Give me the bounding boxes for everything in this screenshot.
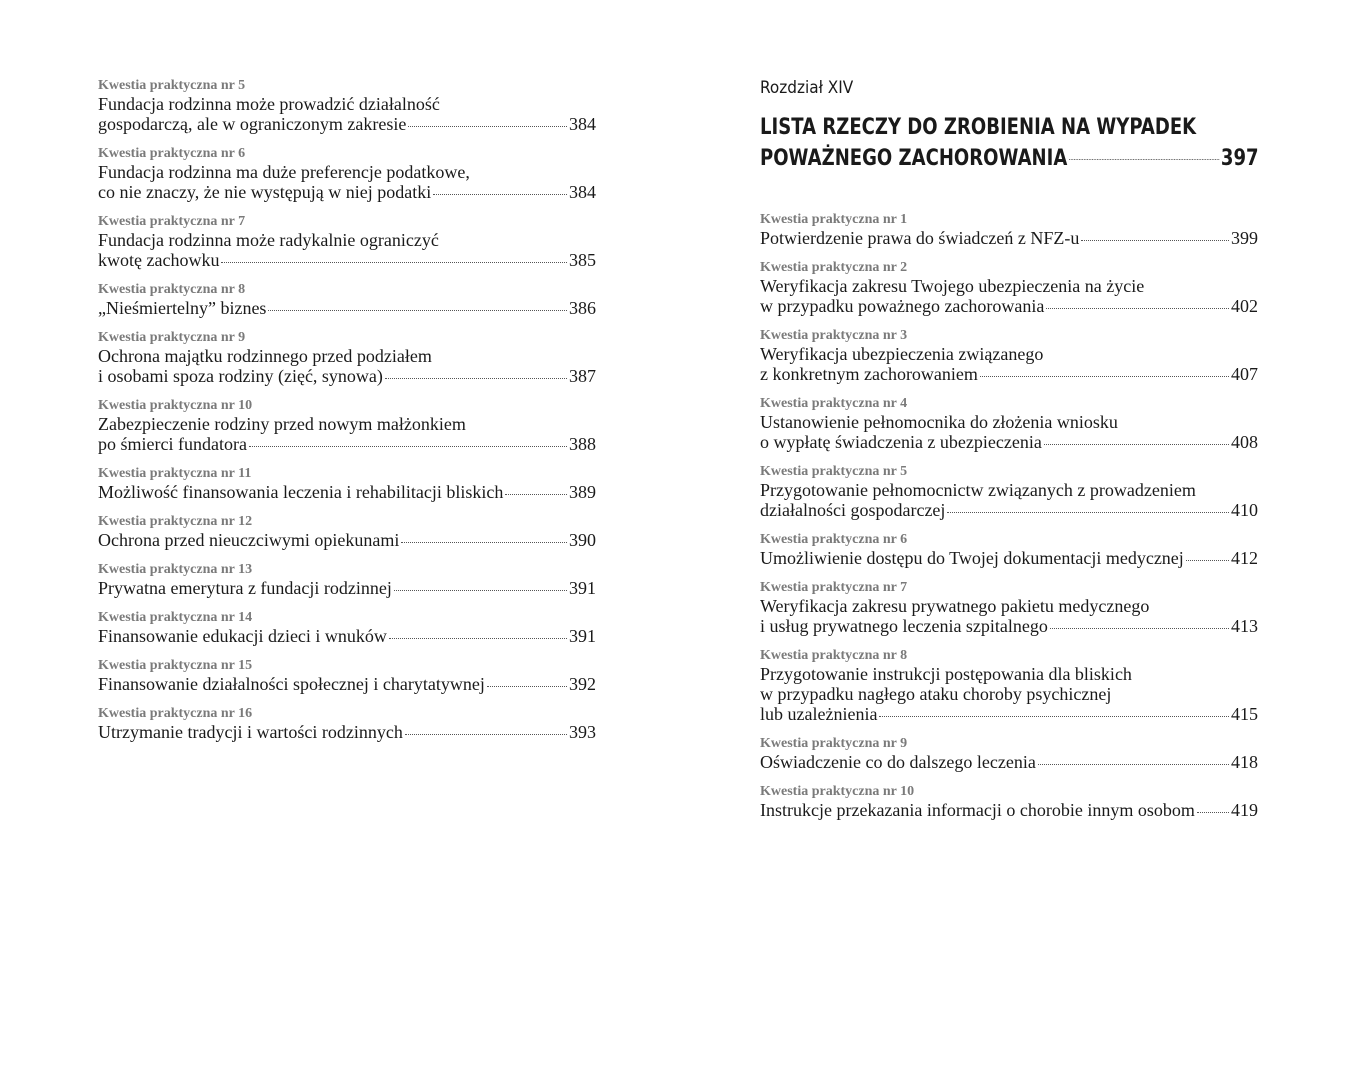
entry-title-line: [760, 664, 1258, 684]
page-number: 412: [1231, 548, 1258, 568]
dot-leader: [487, 686, 567, 687]
chapter-title-line: POWAŻNEGO ZACHOROWANIA 397: [760, 143, 1259, 174]
entry-title-text: z konkretnym zachorowaniem: [760, 364, 978, 384]
toc-entry: [760, 580, 1258, 636]
page-number: 391: [569, 578, 596, 598]
entry-title-text: Fundacja rodzinna ma duże preferencje podatkowe,: [98, 162, 470, 182]
entry-title-line: [98, 230, 596, 250]
entry-title-text: Weryfikacja zakresu Twojego ubezpieczenia na życie: [760, 276, 1145, 296]
entry-title-text: Weryfikacja zakresu prywatnego pakietu medycznego: [760, 596, 1150, 616]
entry-title-text: Weryfikacja ubezpieczenia związanego: [760, 344, 1044, 364]
entry-title-text: Finansowanie edukacji dzieci i wnuków: [98, 626, 387, 646]
page-number: 399: [1231, 228, 1258, 248]
toc-list-right: [760, 212, 1258, 820]
toc-entry: [760, 736, 1258, 772]
dot-leader: [980, 376, 1229, 377]
dot-leader: [1069, 159, 1219, 160]
entry-title-line: [98, 578, 596, 598]
chapter-page-number: 397: [1220, 146, 1259, 171]
entry-label: Kwestia praktyczna nr 10: [760, 784, 915, 799]
toc-entry: [98, 398, 596, 454]
entry-label: Kwestia praktyczna nr 11: [98, 466, 252, 481]
entry-label: Kwestia praktyczna nr 7: [760, 580, 908, 595]
entry-label: Kwestia praktyczna nr 8: [760, 648, 908, 663]
page-number: 402: [1231, 296, 1258, 316]
toc-entry: [760, 464, 1258, 520]
page-number: 418: [1231, 752, 1258, 772]
entry-title-text: i osobami spoza rodziny (zięć, synowa): [98, 366, 383, 386]
chapter-label: Rozdział XIV: [760, 78, 854, 98]
toc-entry: [98, 282, 596, 318]
entry-title-text: kwotę zachowku: [98, 250, 220, 270]
dot-leader: [394, 590, 567, 591]
page-number: 387: [569, 366, 596, 386]
dot-leader: [1044, 444, 1229, 445]
page-number: 408: [1231, 432, 1258, 452]
right-page: [760, 78, 1258, 1078]
entry-title-text: Ochrona przed nieuczciwymi opiekunami: [98, 530, 400, 550]
entry-label: Kwestia praktyczna nr 2: [760, 260, 908, 275]
entry-title-line: [98, 530, 596, 550]
dot-leader: [879, 716, 1229, 717]
entry-title-text: Umożliwienie dostępu do Twojej dokumentacji medycznej: [760, 548, 1184, 568]
page-number: 388: [569, 434, 596, 454]
entry-title-line: [760, 500, 1258, 520]
entry-label: Kwestia praktyczna nr 10: [98, 398, 253, 413]
entry-label: Kwestia praktyczna nr 16: [98, 706, 253, 721]
entry-title-text: Finansowanie działalności społecznej i charytatywnej: [98, 674, 485, 694]
entry-title-text: Ustanowienie pełnomocnika do złożenia wniosku: [760, 412, 1118, 432]
toc-entry: [98, 146, 596, 202]
chapter-title-line: LISTA RZECZY DO ZROBIENIA NA WYPADEK: [760, 115, 1197, 140]
entry-title-text: Przygotowanie instrukcji postępowania dla bliskich: [760, 664, 1132, 684]
toc-entry: [760, 328, 1258, 384]
toc-entry: [98, 562, 596, 598]
entry-title-text: Fundacja rodzinna może radykalnie ograniczyć: [98, 230, 439, 250]
toc-entry: [98, 706, 596, 742]
entry-title-line: [760, 276, 1258, 296]
page-number: 410: [1231, 500, 1258, 520]
toc-entry: [98, 466, 596, 502]
dot-leader: [1050, 628, 1229, 629]
toc-entry: [98, 658, 596, 694]
toc-entry: [98, 610, 596, 646]
entry-label: Kwestia praktyczna nr 9: [760, 736, 908, 751]
entry-title-line: [760, 344, 1258, 364]
page-number: 389: [569, 482, 596, 502]
entry-title-text: Zabezpieczenie rodziny przed nowym małżonkiem: [98, 414, 466, 434]
entry-title-line: [98, 626, 596, 646]
entry-title-text: gospodarczą, ale w ograniczonym zakresie: [98, 114, 407, 134]
dot-leader: [1186, 560, 1229, 561]
entry-title-text: działalności gospodarczej: [760, 500, 946, 520]
page-number: 384: [569, 182, 596, 202]
entry-title-text: i usług prywatnego leczenia szpitalnego: [760, 616, 1048, 636]
entry-title-text: w przypadku poważnego zachorowania: [760, 296, 1045, 316]
entry-title-text: Możliwość finansowania leczenia i rehabilitacji bliskich: [98, 482, 504, 502]
page-number: 391: [569, 626, 596, 646]
dot-leader: [268, 310, 567, 311]
entry-title-line: [98, 414, 596, 434]
page-number: 415: [1231, 704, 1258, 724]
dot-leader: [505, 494, 567, 495]
entry-title-text: lub uzależnienia: [760, 704, 878, 724]
entry-title-line: [98, 366, 596, 386]
entry-label: Kwestia praktyczna nr 9: [98, 330, 246, 345]
entry-title-line: [760, 596, 1258, 616]
dot-leader: [221, 262, 567, 263]
entry-title-line: [760, 752, 1258, 772]
toc-entry: [760, 532, 1258, 568]
entry-label: Kwestia praktyczna nr 8: [98, 282, 246, 297]
dot-leader: [1081, 240, 1229, 241]
dot-leader: [1046, 308, 1229, 309]
entry-title-line: [760, 412, 1258, 432]
entry-title-line: [760, 704, 1258, 724]
toc-list-left: [98, 78, 596, 742]
entry-title-text: Fundacja rodzinna może prowadzić działalność: [98, 94, 440, 114]
dot-leader: [401, 542, 567, 543]
dot-leader: [249, 446, 567, 447]
entry-title-text: „Nieśmiertelny” biznes: [98, 298, 267, 318]
dot-leader: [1197, 812, 1229, 813]
entry-label: Kwestia praktyczna nr 12: [98, 514, 253, 529]
toc-entry: [760, 396, 1258, 452]
entry-title-line: [98, 482, 596, 502]
entry-label: Kwestia praktyczna nr 1: [760, 212, 908, 227]
page-number: 384: [569, 114, 596, 134]
entry-title-text: Utrzymanie tradycji i wartości rodzinnych: [98, 722, 403, 742]
entry-title-line: [98, 722, 596, 742]
entry-title-text: Instrukcje przekazania informacji o chorobie innym osobom: [760, 800, 1195, 820]
entry-title-line: [760, 432, 1258, 452]
toc-entry: [98, 514, 596, 550]
entry-title-line: [98, 346, 596, 366]
entry-title-text: Prywatna emerytura z fundacji rodzinnej: [98, 578, 392, 598]
entry-title-text: co nie znaczy, że nie występują w niej podatki: [98, 182, 432, 202]
toc-entry: [760, 784, 1258, 820]
entry-title-line: [760, 548, 1258, 568]
dot-leader: [947, 512, 1229, 513]
entry-label: Kwestia praktyczna nr 13: [98, 562, 253, 577]
toc-entry: [760, 260, 1258, 316]
page-number: 390: [569, 530, 596, 550]
entry-title-line: [98, 250, 596, 270]
dot-leader: [405, 734, 567, 735]
entry-title-line: [98, 298, 596, 318]
entry-label: Kwestia praktyczna nr 5: [98, 78, 246, 93]
entry-title-text: w przypadku nagłego ataku choroby psychicznej: [760, 684, 1112, 704]
entry-title-line: [760, 616, 1258, 636]
entry-title-line: [98, 114, 596, 134]
toc-entry: [760, 212, 1258, 248]
entry-title-line: [98, 162, 596, 182]
entry-title-line: [760, 684, 1258, 704]
entry-title-line: [98, 674, 596, 694]
entry-label: Kwestia praktyczna nr 14: [98, 610, 253, 625]
page-number: 392: [569, 674, 596, 694]
toc-entry: [98, 214, 596, 270]
entry-title-line: [760, 228, 1258, 248]
entry-label: Kwestia praktyczna nr 6: [760, 532, 908, 547]
left-page: [98, 78, 596, 1078]
entry-title-line: [760, 364, 1258, 384]
entry-label: Kwestia praktyczna nr 15: [98, 658, 253, 673]
entry-title-text: Ochrona majątku rodzinnego przed podziałem: [98, 346, 432, 366]
entry-label: Kwestia praktyczna nr 7: [98, 214, 246, 229]
entry-title-line: [760, 296, 1258, 316]
entry-label: Kwestia praktyczna nr 3: [760, 328, 908, 343]
page-number: 386: [569, 298, 596, 318]
entry-title-line: [98, 182, 596, 202]
dot-leader: [433, 194, 567, 195]
toc-entry: [760, 648, 1258, 724]
toc-entry: [98, 78, 596, 134]
page-number: 413: [1231, 616, 1258, 636]
entry-title-line: [760, 480, 1258, 500]
entry-label: Kwestia praktyczna nr 4: [760, 396, 908, 411]
entry-title-text: Potwierdzenie prawa do świadczeń z NFZ-u: [760, 228, 1080, 248]
entry-title-text: Oświadczenie co do dalszego leczenia: [760, 752, 1036, 772]
dot-leader: [385, 378, 567, 379]
dot-leader: [389, 638, 567, 639]
entry-title-line: [760, 800, 1258, 820]
entry-label: Kwestia praktyczna nr 5: [760, 464, 908, 479]
dot-leader: [408, 126, 567, 127]
entry-label: Kwestia praktyczna nr 6: [98, 146, 246, 161]
entry-title-text: o wypłatę świadczenia z ubezpieczenia: [760, 432, 1042, 452]
entry-title-line: [98, 434, 596, 454]
page-number: 393: [569, 722, 596, 742]
dot-leader: [1038, 764, 1229, 765]
entry-title-text: po śmierci fundatora: [98, 434, 247, 454]
page-number: 419: [1231, 800, 1258, 820]
entry-title-text: Przygotowanie pełnomocnictw związanych z prowadzeniem: [760, 480, 1196, 500]
page-number: 407: [1231, 364, 1258, 384]
chapter-title: [760, 112, 1259, 174]
toc-entry: [98, 330, 596, 386]
page-number: 385: [569, 250, 596, 270]
entry-title-line: [98, 94, 596, 114]
